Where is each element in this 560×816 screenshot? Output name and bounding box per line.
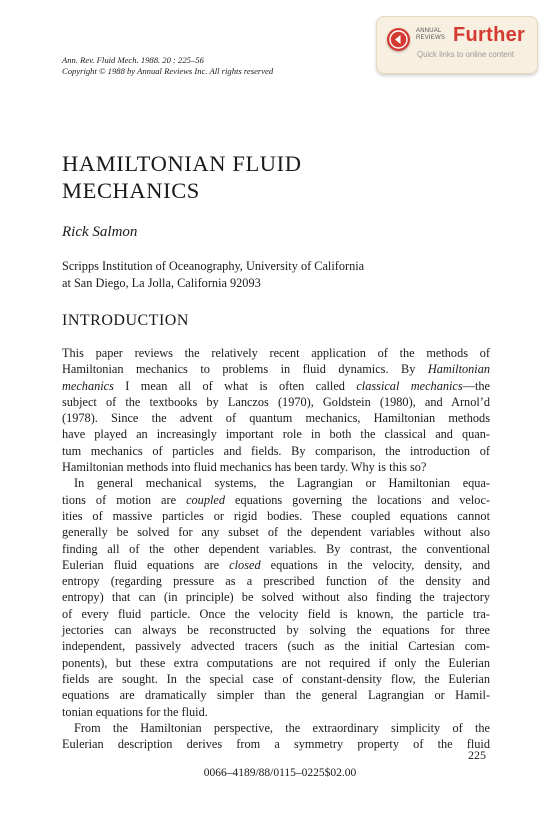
body-line: generally be solved for any subset of the dependent variables without also — [62, 525, 490, 540]
body-line: From the Hamiltonian perspective, the extraordinary simplicity of the — [74, 720, 490, 735]
citation-journal-line: Ann. Rev. Fluid Mech. 1988. 20 : 225–56 — [62, 55, 204, 65]
author-name: Rick Salmon — [62, 224, 138, 240]
italic-term: closed — [229, 557, 261, 572]
annual-reviews-logo-text — [416, 28, 445, 41]
italic-term: coupled — [186, 492, 226, 507]
body-line: tions of motion are coupled equations governing the locations and veloc- — [62, 492, 490, 507]
body-line: equations are dramatically simpler than the general Lagrangian or Hamil- — [62, 688, 490, 703]
italic-term: Hamiltonian — [427, 362, 490, 377]
body-line: ponents), but these extra computations are not required if only the Eulerian — [62, 655, 490, 670]
brand-top-text: ANNUAL — [416, 28, 442, 34]
body-line: have played an increasingly important role in both the classical and quan- — [62, 427, 490, 442]
page-number: 225 — [468, 748, 486, 762]
body-line: tum mechanics of particles and fields. By comparison, the introduction of — [62, 443, 490, 458]
body-line: entropy) that can (in principle) be solved without also finding the trajectory — [62, 590, 490, 605]
title-line-1: HAMILTONIAN FLUID — [62, 151, 302, 176]
italic-term: classical mechanics — [356, 378, 463, 393]
author-affiliation — [62, 258, 364, 292]
body-line: of every fluid particle. Once the velocity field is known, the particle tra- — [62, 606, 490, 621]
article-code: 0066–4189/88/0115–0225$02.00 — [203, 767, 357, 779]
body-line: tonian equations for the fluid. — [62, 704, 208, 719]
body-line: entropy (regarding pressure as a prescribed function of the density and — [62, 574, 490, 589]
citation-copyright-line: Copyright © 1988 by Annual Reviews Inc. All rights reserved — [62, 66, 274, 76]
body-paragraph-3 — [62, 720, 490, 753]
body-line: subject of the textbooks by Lanczos (1970), Goldstein (1980), and Arnol’d — [62, 394, 490, 409]
body-line: jectories can always be reconstructed by solving the equations for three — [62, 623, 490, 638]
article-title — [62, 150, 302, 204]
journal-citation — [62, 55, 273, 77]
body-line: independent, passively advected tracers (such as the initial Cartesian com- — [62, 639, 490, 654]
further-links-badge[interactable] — [376, 16, 538, 74]
body-paragraph-1 — [62, 345, 490, 475]
body-line: Eulerian description derives from a symmetry property of the fluid — [62, 737, 490, 752]
body-line: Hamiltonian mechanics to problems in fluid dynamics. By Hamiltonian — [62, 362, 490, 377]
affiliation-line-1: Scripps Institution of Oceanography, University of California — [62, 259, 365, 273]
body-line: Eulerian fluid equations are closed equations in the velocity, density, and — [62, 557, 490, 572]
body-line: This paper reviews the relatively recent application of the methods of — [62, 346, 490, 360]
quick-links-subtitle: Quick links to online content — [417, 50, 515, 59]
body-line: mechanics I mean all of what is often called classical mechanics—the — [62, 378, 490, 393]
body-paragraph-2 — [62, 475, 490, 719]
body-line: Hamiltonian methods into fluid mechanics has been tardy. Why is this so? — [62, 460, 427, 475]
further-label: Further — [453, 24, 526, 46]
brand-bottom-text: REVIEWS — [416, 34, 446, 41]
title-line-2: MECHANICS — [62, 178, 200, 203]
affiliation-line-2: at San Diego, La Jolla, California 92093 — [62, 276, 261, 290]
speaker-arrow-icon — [387, 28, 410, 51]
body-line: ities of massive particles or rigid bodies. These coupled equations cannot — [62, 508, 490, 523]
body-line: (1978). Since the advent of quantum mechanics, Hamiltonian methods — [62, 411, 490, 426]
article-body — [62, 345, 490, 752]
body-line: In general mechanical systems, the Lagrangian or Hamiltonian equa- — [74, 476, 490, 491]
body-line: fields are sought. In the special case of constant-density flow, the Eulerian — [62, 671, 490, 686]
italic-term: mechanics — [62, 378, 114, 393]
section-heading: INTRODUCTION — [62, 312, 189, 329]
body-line: finding all of the other dependent variables. By contrast, the conventional — [62, 541, 490, 556]
